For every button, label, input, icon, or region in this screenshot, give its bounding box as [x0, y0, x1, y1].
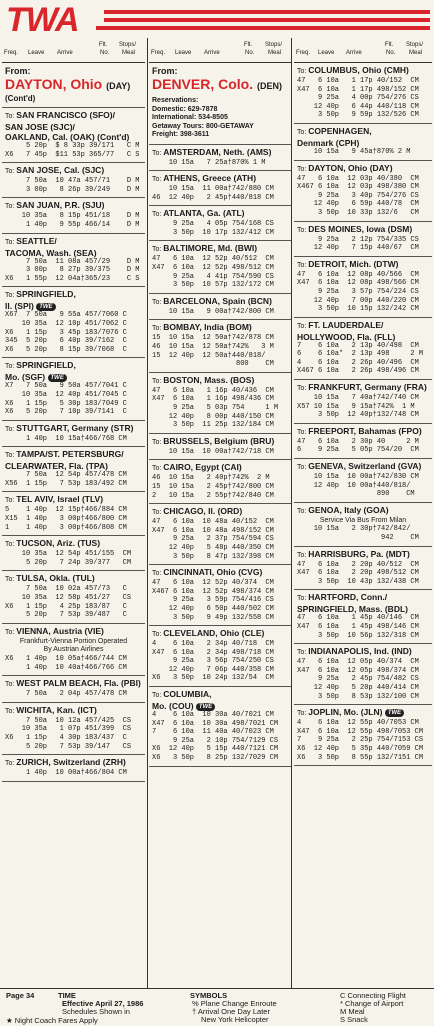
twe-badge: TWE: [196, 703, 215, 711]
destination-city: To: COPENHAGEN, Denmark (CPH): [297, 125, 372, 148]
time-effective: Effective April 27, 1986: [62, 999, 144, 1008]
flight-row: 4 6 10a 10 30a 40/7021 CM: [152, 711, 274, 720]
destination-city: To: AMSTERDAM, Neth. (AMS): [152, 146, 272, 157]
destination-block: [294, 222, 432, 257]
flight-row: 47 6 10a 2 30p 40 2 M: [297, 437, 419, 446]
flight-row: 12 40p 6 50p 440/502 CM: [152, 604, 274, 613]
flight-row: X6 1 15p 4 30p 183/437 C: [5, 733, 127, 742]
destination-city: To: BARCELONA, Spain (BCN): [152, 295, 272, 306]
flight-row: 800 CM: [152, 360, 274, 369]
destination-block: [149, 294, 291, 321]
destination-block: [149, 145, 291, 172]
destination-block: [294, 161, 432, 222]
destination-city: To: SAN JUAN, P.R. (SJU): [5, 200, 105, 211]
flight-row: 3 50p 10 33p 132/6 CM: [297, 208, 419, 217]
destination-block: [294, 459, 432, 503]
flight-row: 10 15a 10 00a†742/830 CM: [297, 473, 419, 482]
flight-row: 4 6 10a 2 34p 40/718 CM: [152, 640, 274, 649]
flight-row: 12 40p 5 20p 440/414 CM: [297, 683, 419, 692]
destination-city: To: FT. LAUDERDALE/ HOLLYWOOD, Fla. (FLL): [297, 319, 396, 342]
column-header: Flt. Stops/ Freq. Leave Arrive No. Meal: [2, 38, 145, 63]
destination-block: [2, 234, 145, 288]
column-header: Flt. Stops/ Freq. Leave Arrive No. Meal: [294, 38, 432, 63]
destination-block: [149, 687, 291, 767]
destination-city: To: WEST PALM BEACH, Fla. (PBI): [5, 678, 141, 689]
reservation-phones: Reservations: Domestic: 629-7878 International: 534-8505 Getaway Tours: 800-GETAWAY Freight: 398-3611: [152, 97, 254, 138]
destination-city: To: BOMBAY, India (BOM): [152, 322, 252, 333]
destination-city: To: GENOA, Italy (GOA): [297, 504, 389, 515]
destination-block: [294, 644, 432, 705]
flight-row: X467 6 10a 2 26p 498/496 CM: [297, 367, 419, 376]
flight-row: 942 CM: [297, 534, 419, 542]
flight-row: X67 7 50a 9 55a 457/7060 C: [5, 311, 127, 320]
destination-block: [294, 124, 432, 161]
flight-row: 47 6 10a 10 48a 40/152 CM: [152, 518, 274, 527]
flight-row: 47 6 10a 12 08p 40/566 CM: [297, 270, 419, 279]
flight-row: 10 35a 1 07p 451/399 CS: [5, 725, 132, 734]
flight-row: X47 6 10a 2 20p 498/512 CM: [297, 569, 419, 578]
origin-city: DENVER, Colo.: [152, 76, 254, 92]
destination-block: [2, 755, 145, 782]
destination-block: [2, 358, 145, 420]
flight-row: 3 50p 10 57p 132/172 CM: [152, 281, 274, 290]
flight-row: 12 40p 5 48p 440/350 CM: [152, 543, 274, 552]
flight-row: 1 40p 10 00a†466/804 CM: [5, 769, 127, 778]
page-footer: [0, 988, 434, 1025]
destination-city: To: SAN JOSE, Cal. (SJC): [5, 165, 105, 176]
flight-row: 9 25a 2 10p 754/7129 CS: [152, 736, 279, 745]
flight-row: 9 25a 3 57p 754/224 CS: [297, 287, 419, 296]
symbol-item: New York Helicopter: [201, 1015, 269, 1024]
flight-row: 47 6 10a 1 45p 40/146 CM: [297, 614, 419, 623]
destination-city: To: TAMPA/ST. PETERSBURG/ CLEARWATER, Fla. (TPA): [5, 449, 124, 472]
destination-city: To: COLUMBIA, Mo. (COU) TWE: [152, 689, 288, 711]
flight-row: 47 6 10a 12 03p 40/380 CM: [297, 174, 419, 183]
destination-city: To: DES MOINES, Iowa (DSM): [297, 223, 413, 234]
flight-row: X6 7 45p $11 53p 365/77 C S: [5, 150, 140, 159]
flight-row: 3 50p 11 25p 132/184 CM: [152, 421, 274, 430]
flight-row: X47 6 10a 10 30a 498/7021 CM: [152, 719, 279, 728]
flight-row: 3 50p 10 43p 132/438 CM: [297, 577, 419, 586]
destination-city: To: VIENNA, Austria (VIE): [5, 625, 104, 636]
flight-row: 9 25a 2 37p 754/594 CS: [152, 535, 274, 544]
flight-row: X6 1 15p 3 45p 183/7076 C: [5, 328, 127, 337]
destination-block: [149, 373, 291, 434]
destination-city: To: TEL AVIV, Israel (TLV): [5, 494, 104, 505]
flight-row: X6 12 40p 5 15p 440/7121 CM: [152, 745, 279, 754]
time-title: TIME: [58, 991, 76, 1000]
flight-row: 6 9 25a 5 05p 754/20 CM: [297, 446, 419, 455]
flight-row: X47 6 10a 1 16p 498/436 CM: [152, 395, 274, 404]
flight-row: X57 10 15a 9 15a†742% 1 M: [297, 402, 415, 411]
destination-city: To: TUCSON, Ariz. (TUS): [5, 538, 101, 549]
flight-row: 2 10 15a 2 55p†742/840 CM: [152, 491, 274, 500]
symbol-item: % Plane Change Enroute: [192, 999, 277, 1008]
destination-block: [149, 241, 291, 293]
flight-row: X6 5 20p 7 10p 39/7141 C: [5, 408, 127, 417]
flight-row: 7 50a 12 54p 457/478 CM: [5, 471, 127, 480]
flight-row: 3 50p 10 17p 132/412 CM: [152, 228, 274, 237]
flight-row: X47 6 10a 12 05p 498/374 CM: [297, 666, 419, 675]
destination-block: [2, 676, 145, 703]
column-3: [294, 38, 432, 988]
service-note: Service Via Bus From Milan: [319, 516, 407, 524]
flight-row: 9 25a 4 41p 754/590 CS: [152, 272, 274, 281]
flight-row: 4 6 10a 2 26p 40/496 CM: [297, 358, 419, 367]
origin-city: DAYTON, Ohio: [5, 76, 103, 92]
twe-badge: TWE: [36, 303, 55, 311]
flight-row: 5 20p $ 8 33p 39/171 C M: [5, 142, 140, 150]
destination-city: To: BOSTON, Mass. (BOS): [152, 374, 255, 385]
destination-city: To: DAYTON, Ohio (DAY): [297, 162, 393, 173]
time-line: Schedules Shown in: [62, 1007, 130, 1016]
destination-city: To: INDIANAPOLIS, Ind. (IND): [297, 646, 412, 657]
destination-city: To: CLEVELAND, Ohio (CLE): [152, 628, 265, 639]
flight-row: 12 40p 6 44p 440/118 CM: [297, 102, 419, 111]
flight-row: 9 25a 5 03p 754 1 M: [152, 404, 279, 412]
destination-list: [2, 108, 145, 782]
flight-row: 3 50p 12 40p†132/748 CM: [297, 411, 419, 420]
flight-row: X7 7 50a 9 50a 457/7041 C: [5, 382, 127, 391]
code-item: C Connecting Flight: [340, 991, 406, 1000]
flight-row: 47 6 10a 2 20p 40/512 CM: [297, 560, 419, 569]
destination-block: [149, 504, 291, 565]
flight-row: X56 1 15p 7 53p 183/492 CM: [5, 479, 127, 488]
flight-row: 7 50a 11 08a 457/29 D M: [5, 257, 140, 266]
destination-block: [149, 171, 291, 206]
flight-row: X6 3 50p 10 24p 132/54 CM: [152, 674, 274, 683]
symbol-item: † Arrival One Day Later: [192, 1007, 270, 1016]
destination-block: [149, 320, 291, 372]
flight-row: 9 25a 3 59p 754/416 CS: [152, 596, 274, 605]
destination-block: [149, 626, 291, 687]
flight-row: 4 6 10a 12 55p 40/7053 CM: [297, 719, 419, 728]
flight-row: 3 50p 8 53p 132/100 CM: [297, 692, 419, 701]
destination-city: To: ATLANTA, Ga. (ATL): [152, 208, 245, 219]
flight-row: 12 40p 8 00p 440/150 CM: [152, 412, 274, 421]
destination-block: [2, 421, 145, 448]
flight-row: 3 50p 9 49p 132/558 CM: [152, 613, 274, 622]
destination-city: To: FRANKFURT, Germany (FRA): [297, 382, 427, 393]
flight-row: 6 6 10a* 2 13p 498 2 M: [297, 350, 424, 359]
destination-block: [149, 434, 291, 461]
flight-row: 3 50p 10 56p 132/318 CM: [297, 631, 419, 640]
flight-row: 9 25a 2 12p 754/335 CS: [297, 235, 419, 244]
destination-city: To: TULSA, Okla. (TUL): [5, 573, 95, 584]
flight-row: 5 1 40p 12 15p†466/884 CM: [5, 506, 127, 515]
destination-list: [294, 63, 432, 766]
flight-row: 10 15a 2 30p†742/842/: [297, 525, 411, 534]
destination-block: [2, 198, 145, 233]
destination-city: To: GENEVA, Switzerland (GVA): [297, 461, 422, 472]
destination-block: [2, 536, 145, 571]
flight-row: 7 50a 10 47a 457/71 D M: [5, 177, 140, 186]
flight-row: 10 35a 12 54p 451/155 CM: [5, 550, 132, 559]
destination-city: To: CAIRO, Egypt (CAI): [152, 462, 242, 473]
flight-row: 15 10 15a 12 50a†742/878 CM: [152, 334, 274, 343]
flight-row: 9 25a 2 45p 754/482 CS: [297, 675, 419, 684]
timetable: [2, 38, 432, 988]
destination-block: [294, 257, 432, 318]
destination-block: [2, 624, 145, 676]
flight-row: X467 6 10a 12 52p 498/374 CM: [152, 587, 274, 596]
flight-row: 12 40p 7 06p 440/358 CM: [152, 665, 274, 674]
flight-row: 3 00p 8 27p 39/375 D M: [5, 266, 140, 275]
flight-row: 3 50p 8 47p 132/398 CM: [152, 552, 274, 561]
destination-city: To: ATHENS, Greece (ATH): [152, 173, 257, 184]
destination-city: To: CINCINNATI, Ohio (CVG): [152, 567, 263, 578]
destination-block: [149, 565, 291, 626]
origin-denver: From: DENVER, Colo. (DEN) Reservations: Domestic: 629-7878 International: 534-8505 Getaway Tours: 800-GETAWAY Freight: 398-3611: [149, 63, 291, 145]
destination-block: [2, 492, 145, 536]
flight-row: X6 1 55p 12 04a†365/23 C S: [5, 274, 140, 283]
flight-row: 7 50a 2 04p 457/478 CM: [5, 690, 127, 699]
flight-row: 10 35a 8 15p 451/18 D M: [5, 212, 140, 221]
flight-row: 12 40p 7 00p 440/220 CM: [297, 296, 419, 305]
destination-block: [294, 503, 432, 547]
destination-city: To: SPRINGFIELD, Mo. (SGF) TWE: [5, 360, 76, 383]
twe-badge: TWE: [385, 709, 404, 717]
twa-logo: TWA: [6, 1, 79, 39]
flight-row: 12 40p 7 15p 440/67 CM: [297, 244, 419, 253]
flight-row: 9 25a 4 05p 754/168 CS: [152, 220, 274, 229]
destination-city: To: HARTFORD, Conn./ SPRINGFIELD, Mass. (BDL): [297, 592, 408, 615]
flight-row: X6 5 20p 8 15p 39/7068 C: [5, 345, 127, 354]
flight-row: X47 6 10a 1 17p 498/152 CM: [297, 85, 419, 94]
flight-row: X6 3 50p 8 25p 132/7029 CM: [152, 754, 279, 763]
page-header: [0, 0, 434, 40]
destination-city: To: SAN FRANCISCO (SFO)/ SAN JOSE (SJC)/ OAKLAND, Cal. (OAK) (Cont'd): [5, 110, 130, 142]
flight-row: 5 20p 7 53p 39/487 C: [5, 611, 127, 620]
flight-row: X47 6 10a 12 55p 498/7053 CM: [297, 727, 424, 736]
flight-row: 47 6 10a 12 52p 40/374 CM: [152, 579, 274, 588]
column-2: [149, 38, 291, 988]
destination-block: [294, 547, 432, 591]
flight-row: 10 35a 12 10p 451/7062 C: [5, 319, 127, 328]
flight-row: X6 12 40p 5 35p 440/7059 CM: [297, 744, 424, 753]
flight-row: 9 25a 3 40p 754/276 CS: [297, 191, 419, 200]
page-number: Page 34: [6, 991, 35, 1000]
destination-block: [149, 206, 291, 241]
destination-block: [294, 380, 432, 424]
header-rule-2: [104, 18, 430, 22]
header-rule-1: [104, 10, 430, 14]
destination-city: To: HARRISBURG, Pa. (MDT): [297, 548, 410, 559]
flight-row: 10 15a 7 25a†870% 1 M: [152, 158, 266, 167]
destination-block: [2, 447, 145, 492]
code-item: M Meal: [340, 1007, 365, 1016]
flight-row: 12 40p 6 59p 440/78 CM: [297, 200, 419, 209]
destination-block: [2, 703, 145, 755]
flight-row: 47 6 10a 12 05p 40/374 CM: [297, 658, 419, 667]
flight-row: 3 00p 8 26p 39/249 D M: [5, 185, 140, 194]
destination-list: [149, 145, 291, 767]
column-1: [2, 38, 145, 988]
flight-row: 46 10 15a 2 40p†742% 2 M: [152, 474, 270, 483]
flight-row: 890 CM: [297, 490, 415, 499]
symbols-title: SYMBOLS: [190, 991, 228, 1000]
twe-badge: TWE: [48, 374, 67, 382]
destination-block: [294, 63, 432, 124]
destination-block: [149, 460, 291, 504]
flight-row: X47 6 10a 12 08p 498/566 CM: [297, 279, 419, 288]
code-item: S Snack: [340, 1015, 368, 1024]
flight-row: X47 6 10a 2 34p 498/718 CM: [152, 648, 274, 657]
flight-row: X47 6 10a 12 52p 498/512 CM: [152, 264, 274, 273]
column-header: Flt. Stops/ Freq. Leave Arrive No. Meal: [149, 38, 291, 63]
flight-row: 10 15a 9 00a†742/800 CM: [152, 307, 274, 316]
destination-block: [294, 705, 432, 766]
flight-row: 15 10 15a 2 45p†742/800 CM: [152, 482, 274, 491]
origin-dayton: From: DAYTON, Ohio (DAY) (Cont'd): [2, 63, 145, 108]
flight-row: 3 50p 10 15p 132/242 CM: [297, 305, 419, 314]
flight-row: 7 50a 10 02a 457/73 C: [5, 585, 127, 594]
destination-block: [2, 571, 145, 623]
flight-row: 1 1 40p 3 00p†466/808 CM: [5, 523, 127, 532]
destination-city: To: ZURICH, Switzerland (ZRH): [5, 757, 126, 768]
destination-block: [294, 590, 432, 644]
flight-row: 7 50a 10 12a 457/425 CS: [5, 716, 132, 725]
destination-city: To: WICHITA, Kan. (ICT): [5, 704, 97, 715]
flight-row: 10 15a 10 00a†742/718 CM: [152, 447, 274, 456]
destination-city: To: SPRINGFIELD, Il. (SPI) TWE: [5, 289, 76, 312]
destination-city: To: STUTTGART, Germany (STR): [5, 422, 134, 433]
flight-row: 7 6 10a 2 13p 40/498 CM: [297, 341, 419, 350]
flight-row: 10 15a 11 00a†742/880 CM: [152, 185, 274, 194]
destination-block: [2, 163, 145, 198]
flight-row: 5 20p 7 24p 39/377 CM: [5, 558, 132, 567]
night-coach-note: ★ Night Coach Fares Apply: [6, 1016, 98, 1025]
flight-row: 7 6 10a 11 40a 40/7023 CM: [152, 728, 274, 737]
flight-row: 10 35a 12 58p 451/27 CS: [5, 594, 132, 603]
flight-row: 12 40p 10 00a†440/818/: [297, 481, 411, 490]
flight-row: 7 9 25a 2 25p 754/7153 CS: [297, 736, 424, 745]
flight-row: 3 50p 9 59p 132/526 CM: [297, 111, 419, 120]
code-item: * Change of Airport: [340, 999, 404, 1008]
flight-row: 10 15a 7 40a†742/740 CM: [297, 394, 419, 403]
flight-row: 9 25a 4 00p 754/276 CS: [297, 94, 419, 103]
flight-row: X6 1 15p 5 30p 183/7049 C: [5, 399, 127, 408]
flight-row: X6 1 40p 10 05a†466/744 CM: [5, 655, 127, 663]
destination-city: To: FREEPORT, Bahamas (FPO): [297, 425, 422, 436]
flight-row: 1 40p 9 55p 466/14 D M: [5, 220, 140, 229]
flight-row: 1 40p 10 15a†466/768 CM: [5, 434, 127, 443]
destination-block: [2, 287, 145, 358]
flight-row: 47 6 10a 1 16p 40/436 CM: [152, 386, 274, 395]
flight-row: X467 6 10a 12 03p 498/380 CM: [297, 183, 419, 192]
destination-block: [294, 318, 432, 380]
flight-row: 46 10 15a 12 50a†742% 3 M: [152, 343, 274, 352]
destination-city: To: SEATTLE/ TACOMA, Wash. (SEA): [5, 235, 97, 258]
flight-row: 345 5 20p 6 40p 39/7162 C: [5, 337, 127, 346]
flight-row: X6 1 15p 4 25p 183/87 C: [5, 602, 127, 611]
destination-city: To: DETROIT, Mich. (DTW): [297, 258, 399, 269]
destination-city: To: BRUSSELS, Belgium (BRU): [152, 435, 275, 446]
flight-row: X15 1 40p 3 00p†466/800 CM: [5, 515, 127, 524]
destination-city: To: COLUMBUS, Ohio (CMH): [297, 65, 409, 75]
flight-row: X47 6 10a 1 45p 498/146 CM: [297, 622, 419, 631]
flight-row: 10 35a 12 40p 451/7045 C: [5, 390, 127, 399]
flight-row: 10 15a 9 45a†870% 2 M: [297, 147, 411, 156]
flight-row: 5 20p 7 53p 39/147 CS: [5, 742, 132, 751]
flight-row: 46 12 40p 2 45p†440/818 CM: [152, 193, 274, 202]
destination-city: To: CHICAGO, Il. (ORD): [152, 506, 243, 517]
flight-row: 47 6 10a 12 52p 40/512 CM: [152, 255, 274, 264]
flight-row: X6 3 50p 8 55p 132/7151 CM: [297, 753, 424, 762]
flight-row: X47 6 10a 10 48a 498/152 CM: [152, 526, 274, 535]
service-note: Frankfurt-Vienna Portion Operated By Austrian Airlines: [19, 637, 128, 654]
header-rule-3: [96, 26, 430, 30]
flight-row: 15 12 40p 12 50a†440/818/: [152, 351, 266, 360]
destination-city: To: BALTIMORE, Md. (BWI): [152, 243, 258, 254]
flight-row: 9 25a 3 56p 754/250 CS: [152, 657, 274, 666]
destination-block: [2, 108, 145, 163]
flight-row: 47 6 10a 1 17p 40/152 CM: [297, 77, 419, 85]
flight-row: 1 40p 10 40a†466/766 CM: [5, 663, 127, 672]
destination-city: To: JOPLIN, Mo. (JLN) TWE: [297, 707, 429, 719]
destination-block: [294, 424, 432, 459]
